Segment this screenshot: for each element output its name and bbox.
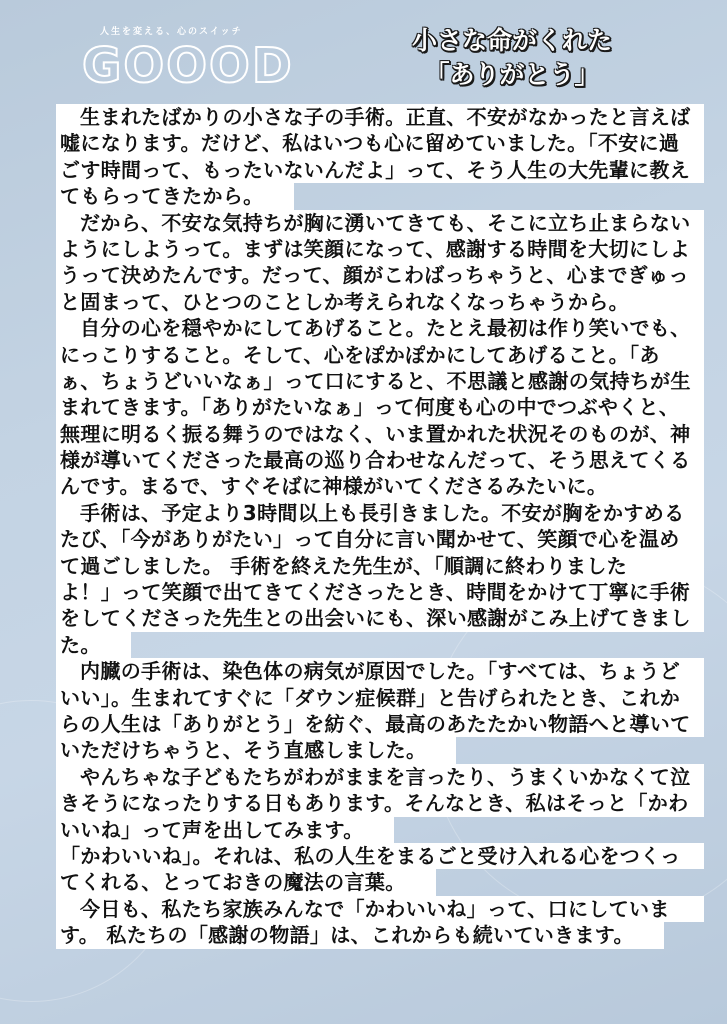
text-line: にっこりすること。そして、心をぽかぽかにしてあげること。「あ: [56, 342, 704, 368]
text-line: 手術は、予定より3時間以上も長引きました。不安が胸をかすめる: [56, 500, 704, 526]
text-line: ぁ、ちょうどいいなぁ」って口にすると、不思議と感謝の気持ちが生: [56, 368, 704, 394]
text-line: まれてきます。「ありがたいなぁ」って何度も心の中でつぶやくと、: [56, 394, 704, 420]
text-line: す。 私たちの「感謝の物語」は、これからも続いていきます。: [56, 922, 664, 948]
text-line: 今日も、私たち家族みんなで「かわいいね」って、口にしていま: [56, 896, 704, 922]
title-line-1: 小さな命がくれた: [411, 26, 612, 55]
text-line: よ！」って笑顔で出てきてくださったとき、時間をかけて丁寧に手術: [56, 579, 704, 605]
text-line: た。: [56, 632, 131, 658]
text-line: 内臓の手術は、染色体の病気が原因でした。「すべては、ちょうど: [56, 658, 704, 684]
text-line: ようにしようって。まずは笑顔になって、感謝する時間を大切にしよ: [56, 236, 704, 262]
text-line: てくれる、とっておきの魔法の言葉。: [56, 869, 436, 895]
page-title: [392, 24, 632, 92]
text-line: て過ごしました。 手術を終えた先生が、「順調に終わりました: [56, 553, 704, 579]
text-line: んです。まるで、すぐそばに神様がいてくださるみたいに。: [56, 473, 704, 499]
text-line: をしてくださった先生との出会いにも、深い感謝がこみ上げてきまし: [56, 605, 704, 631]
text-line: やんちゃな子どもたちがわがままを言ったり、うまくいかなくて泣: [56, 764, 704, 790]
text-line: たび、「今がありがたい」って自分に言い聞かせて、笑顔で心を温め: [56, 526, 704, 552]
text-line: と固まって、ひとつのことしか考えられなくなっちゃうから。: [56, 289, 704, 315]
brand-logo: GOOOD: [82, 38, 294, 94]
text-line: らの人生は「ありがとう」を紡ぐ、最高のあたたかい物語へと導いて: [56, 711, 704, 737]
text-line: いただけちゃうと、そう直感しました。: [56, 737, 456, 763]
text-line: だから、不安な気持ちが胸に湧いてきても、そこに立ち止まらない: [56, 210, 704, 236]
text-line: 生まれたばかりの小さな子の手術。正直、不安がなかったと言えば: [56, 104, 704, 130]
text-line: 様が導いてくださった最高の巡り合わせなんだって、そう思えてくる: [56, 447, 704, 473]
text-line: きそうになったりする日もあります。そんなとき、私はそっと「かわ: [56, 790, 704, 816]
text-line: いいね」って声を出してみます。: [56, 817, 394, 843]
text-line: いい」。生まれてすぐに「ダウン症候群」と告げられたとき、これか: [56, 685, 704, 711]
text-line: ごす時間って、もったいないんだよ」って、そう人生の大先輩に教え: [56, 157, 704, 183]
title-line-2: 「ありがとう」: [424, 60, 600, 89]
brand-tagline: 人生を変える、心のスイッチ: [100, 27, 243, 37]
article-body: [56, 104, 704, 949]
text-line: 「かわいいね」。それは、私の人生をまるごと受け入れる心をつくっ: [56, 843, 704, 869]
text-line: てもらってきたから。: [56, 183, 294, 209]
text-line: 嘘になります。だけど、私はいつも心に留めていました。「不安に過: [56, 130, 704, 156]
text-line: 自分の心を穏やかにしてあげること。たとえ最初は作り笑いでも、: [56, 315, 704, 341]
text-line: 無理に明るく振る舞うのではなく、いま置かれた状況そのものが、神: [56, 421, 704, 447]
text-line: うって決めたんです。だって、顔がこわばっちゃうと、心までぎゅっ: [56, 262, 704, 288]
